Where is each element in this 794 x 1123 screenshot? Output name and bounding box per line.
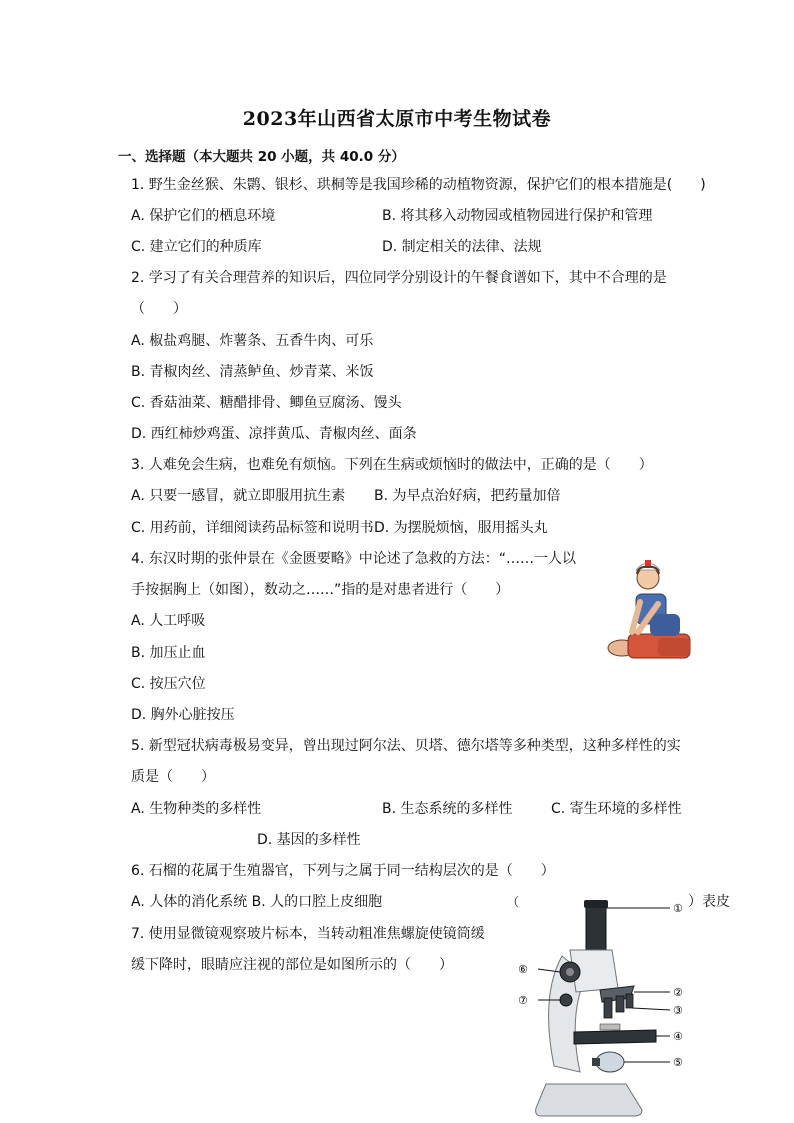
label-4: ④ xyxy=(673,1030,683,1043)
question-5-text: 5. 新型冠状病毒极易变异，曾出现过阿尔法、贝塔、德尔塔等多种类型，这种多样性的实 xyxy=(131,738,681,754)
q4-option-a: A. 人工呼吸 xyxy=(131,613,206,629)
q2-option-d: D. 西红柿炒鸡蛋、凉拌黄瓜、青椒肉丝、面条 xyxy=(131,426,417,442)
label-6: ⑥ xyxy=(518,963,528,976)
q3-option-b: B. 为早点治好病，把药量加倍 xyxy=(374,488,561,504)
q1-option-a: A. 保护它们的栖息环境 xyxy=(131,208,276,224)
question-4-text-cont: 手按据胸上（如图），数动之……”指的是对患者进行（ ） xyxy=(131,582,510,598)
label-2: ② xyxy=(673,986,683,999)
cpr-illustration xyxy=(598,548,694,664)
label-5: ⑤ xyxy=(673,1056,683,1069)
q6-stray-fragment: ）表皮 xyxy=(688,894,730,910)
page-title: 2023年山西省太原市中考生物试卷 xyxy=(242,108,552,130)
q3-option-d: D. 为摆脱烦恼，服用摇头丸 xyxy=(374,520,548,536)
section-header: 一、选择题（本大题共 20 小题，共 40.0 分） xyxy=(118,149,405,165)
q2-option-a: A. 椒盐鸡腿、炸薯条、五香牛肉、可乐 xyxy=(131,333,374,349)
q4-option-c: C. 按压穴位 xyxy=(131,676,206,692)
question-2-text: 2. 学习了有关合理营养的知识后，四位同学分别设计的午餐食谱如下，其中不合理的是 xyxy=(131,270,667,286)
question-7-text: 7. 使用显微镜观察玻片标本，当转动粗准焦螺旋使镜筒缓 xyxy=(131,926,485,942)
q4-option-b: B. 加压止血 xyxy=(131,645,206,661)
label-7: ⑦ xyxy=(518,994,528,1007)
question-1-text: 1. 野生金丝猴、朱鹮、银杉、珙桐等是我国珍稀的动植物资源，保护它们的根本措施是( ) xyxy=(131,177,706,193)
question-6-text: 6. 石榴的花属于生殖器官，下列与之属于同一结构层次的是（ ） xyxy=(131,863,555,879)
q3-option-c: C. 用药前，详细阅读药品标签和说明书 xyxy=(131,520,374,536)
q1-option-d: D. 制定相关的法律、法规 xyxy=(382,239,542,255)
question-4-text: 4. 东汉时期的张仲景在《金匮要略》中论述了急救的方法：“……一人以 xyxy=(131,551,577,567)
q6-option-ab: A. 人体的消化系统 B. 人的口腔上皮细胞 xyxy=(131,894,383,910)
q5-option-c: C. 寄生环境的多样性 xyxy=(551,801,682,817)
q3-option-a: A. 只要一感冒，就立即服用抗生素 xyxy=(131,488,346,504)
q6-paren-fragment: （ xyxy=(507,895,520,909)
q1-option-b: B. 将其移入动物园或植物园进行保护和管理 xyxy=(382,208,653,224)
q5-option-a: A. 生物种类的多样性 xyxy=(131,801,262,817)
label-1: ① xyxy=(673,902,683,915)
question-2-text-cont: （ ） xyxy=(131,301,187,317)
q5-option-b: B. 生态系统的多样性 xyxy=(382,801,513,817)
q5-option-d: D. 基因的多样性 xyxy=(257,832,361,848)
q2-option-c: C. 香菇油菜、糖醋排骨、鲫鱼豆腐汤、馒头 xyxy=(131,395,402,411)
question-7-text-cont: 缓下降时，眼睛应注视的部位是如图所示的（ ） xyxy=(131,957,453,973)
q1-option-c: C. 建立它们的种质库 xyxy=(131,239,262,255)
question-3-text: 3. 人难免会生病，也难免有烦恼。下列在生病或烦恼时的做法中，正确的是（ ） xyxy=(131,457,653,473)
q2-option-b: B. 青椒肉丝、清蒸鲈鱼、炒青菜、米饭 xyxy=(131,364,374,380)
q4-option-d: D. 胸外心脏按压 xyxy=(131,707,235,723)
microscope-diagram xyxy=(506,896,706,1120)
label-3: ③ xyxy=(673,1004,683,1017)
question-5-text-cont: 质是（ ） xyxy=(131,769,215,785)
